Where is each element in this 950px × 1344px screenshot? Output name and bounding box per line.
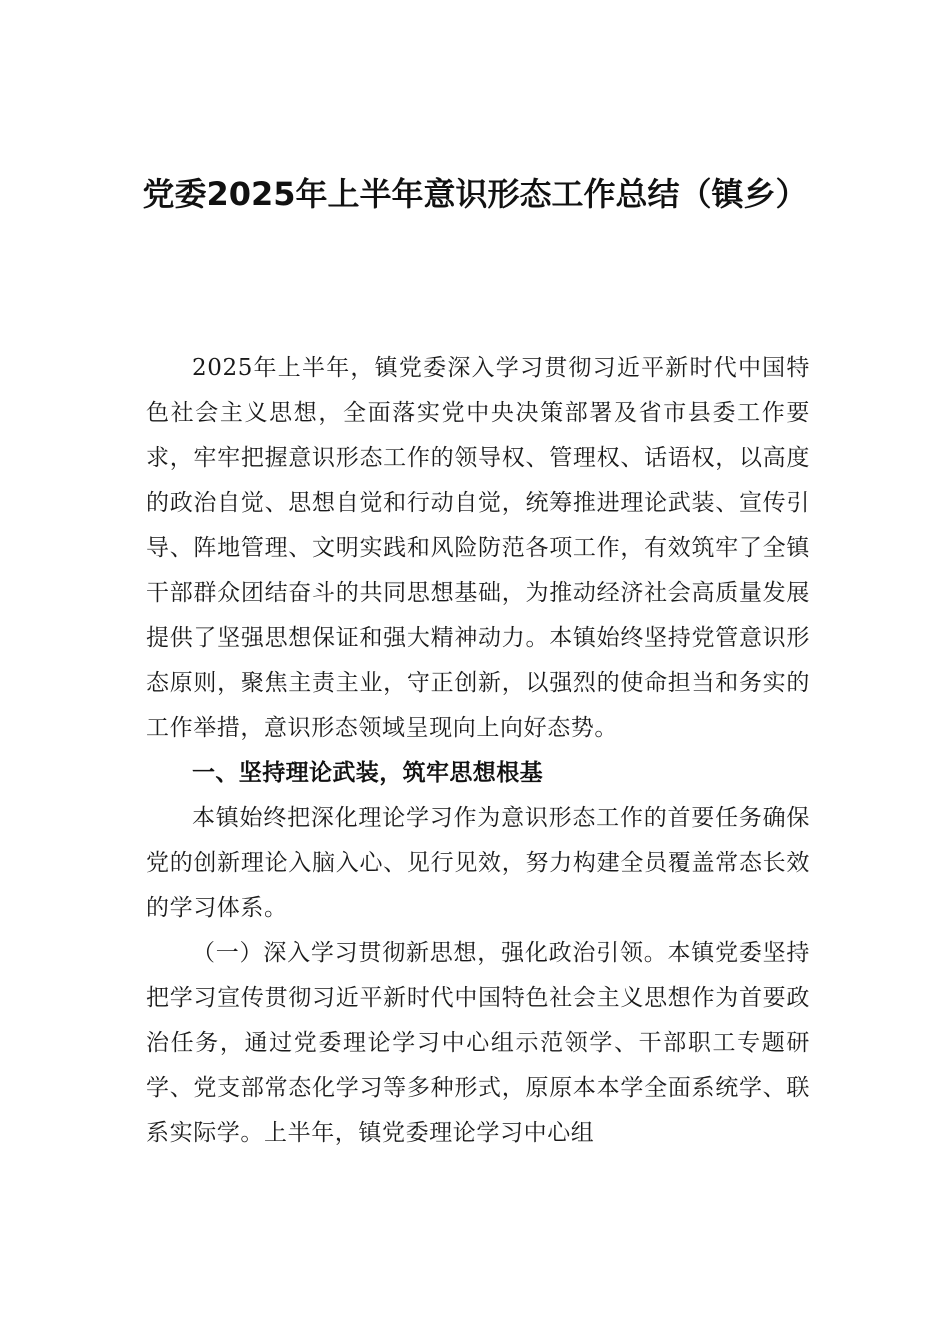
document-title: 党委2025年上半年意识形态工作总结（镇乡） <box>142 175 808 213</box>
section-1-item-1-paragraph: （一）深入学习贯彻新思想，强化政治引领。本镇党委坚持把学习宣传贯彻习近平新时代中国特色社会主义思想作为首要政治任务，通过党委理论学习中心组示范领学、干部职工专题研学、党支部常态化学习等多种形式，原原本本学全面系统学、联系实际学。上半年，镇党委理论学习中心组 <box>146 940 810 1146</box>
document-body <box>146 346 810 1156</box>
section-heading-1: 一、坚持理论武装，筑牢思想根基 <box>192 760 543 786</box>
intro-paragraph: 2025年上半年，镇党委深入学习贯彻习近平新时代中国特色社会主义思想，全面落实党中央决策部署及省市县委工作要求，牢牢把握意识形态工作的领导权、管理权、话语权，以高度的政治自觉、思想自觉和行动自觉，统筹推进理论武装、宣传引导、阵地管理、文明实践和风险防范各项工作，有效筑牢了全镇干部群众团结奋斗的共同思想基础，为推动经济社会高质量发展提供了坚强思想保证和强大精神动力。本镇始终坚持党管意识形态原则，聚焦主责主业，守正创新，以强烈的使命担当和务实的工作举措，意识形态领域呈现向上向好态势。 <box>146 355 810 741</box>
section-1-intro-paragraph: 本镇始终把深化理论学习作为意识形态工作的首要任务确保党的创新理论入脑入心、见行见效，努力构建全员覆盖常态长效的学习体系。 <box>146 805 810 921</box>
